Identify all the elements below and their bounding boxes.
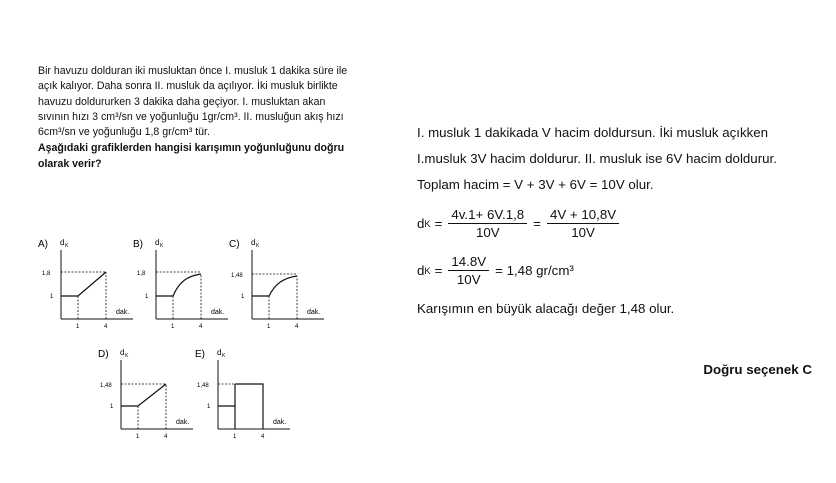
graph-x1: 1 [267,324,271,330]
question-prompt: Aşağıdaki grafiklerden hangisi karışımın yoğunluğunu doğru olarak verir? [38,142,345,170]
graph-xlabel: dak. [307,309,321,316]
dk-subscript: K [424,218,431,229]
graph-d [96,344,196,444]
fraction-denominator: 10V [456,272,481,287]
graph-letter: A) [38,239,48,250]
graph-ybase: 1 [207,404,211,410]
graph-xlabel: dak. [116,309,130,316]
solution-block [417,120,812,322]
equals-sign: = [434,215,443,231]
graph-b [131,234,231,334]
graph-ybase: 1 [110,404,114,410]
question-block [38,64,358,172]
graph-ytop: 1,48 [197,383,209,389]
dk-subscript: K [424,265,431,276]
graph-ybase: 1 [145,294,149,300]
graph-ytop: 1,48 [100,383,112,389]
graph-x2: 4 [199,324,203,330]
fraction-numerator: 14.8V [448,253,489,271]
graph-xlabel: dak. [176,419,190,426]
answer-label: Doğru seçenek C [703,362,812,377]
graph-letter: E) [195,349,205,360]
solution-intro: I. musluk 1 dakikada V hacim doldursun. İki musluk açıkken I.musluk 3V hacim doldurur. II. musluk ise 6V hacim doldurur. Toplam hacim = V + 3V + 6V = 10V olur. [417,125,777,192]
fraction-2 [547,206,619,241]
graph-c [227,234,327,334]
fraction-1 [448,206,527,241]
graph-ybase: 1 [50,294,54,300]
result-formula [417,253,812,288]
graph-ylabel: d [120,348,125,357]
result-value: = 1,48 gr/cm³ [495,262,574,278]
graph-x1: 1 [171,324,175,330]
equals-sign: = [533,215,541,231]
graph-ybase: 1 [241,294,245,300]
fraction-numerator: 4V + 10,8V [547,206,619,224]
graph-ysub: K [65,243,69,249]
graph-x2: 4 [104,324,108,330]
dk-symbol: d [417,262,425,278]
graph-x1: 1 [233,434,237,440]
fraction-denominator: 10V [475,225,500,240]
graph-ysub: K [160,243,164,249]
graph-e [193,344,293,444]
graph-ytop: 1,8 [137,271,146,277]
density-formula [417,206,812,241]
graph-ylabel: d [251,238,256,247]
graph-xlabel: dak. [211,309,225,316]
graph-ysub: K [125,353,129,359]
fraction-denominator: 10V [571,225,595,240]
graph-xlabel: dak. [273,419,287,426]
graph-x2: 4 [164,434,168,440]
graph-x2: 4 [295,324,299,330]
question-text: Bir havuzu dolduran iki musluktan önce I. musluk 1 dakika süre ile açık kalıyor. Daha sonra II. musluk da açılıyor. İki musluk birlikte havuzu doldururken 3 dakika daha geçiyor. I. musluktan akan sıvının hızı 3 cm³/sn ve yoğunluğu 1gr/cm³. II. musluğun akış hızı 6cm³/sn ve yoğunluğu 1,8 gr/cm³ tür. [38,65,348,139]
fraction-numerator: 4v.1+ 6V.1,8 [448,206,527,224]
fraction-3 [448,253,489,288]
graph-ytop: 1,48 [231,273,243,279]
graph-letter: C) [229,239,240,250]
graph-ylabel: d [155,238,160,247]
graph-letter: B) [133,239,143,250]
graph-ytop: 1,8 [42,271,51,277]
graph-a [36,234,136,334]
graph-x1: 1 [76,324,80,330]
equals-sign: = [434,262,443,278]
conclusion: Karışımın en büyük alacağı değer 1,48 olur. [417,301,675,316]
graph-ylabel: d [60,238,65,247]
graph-ysub: K [256,243,260,249]
graph-x2: 4 [261,434,265,440]
graph-ysub: K [222,353,226,359]
dk-symbol: d [417,215,425,231]
graph-letter: D) [98,349,109,360]
graph-ylabel: d [217,348,222,357]
graph-x1: 1 [136,434,140,440]
